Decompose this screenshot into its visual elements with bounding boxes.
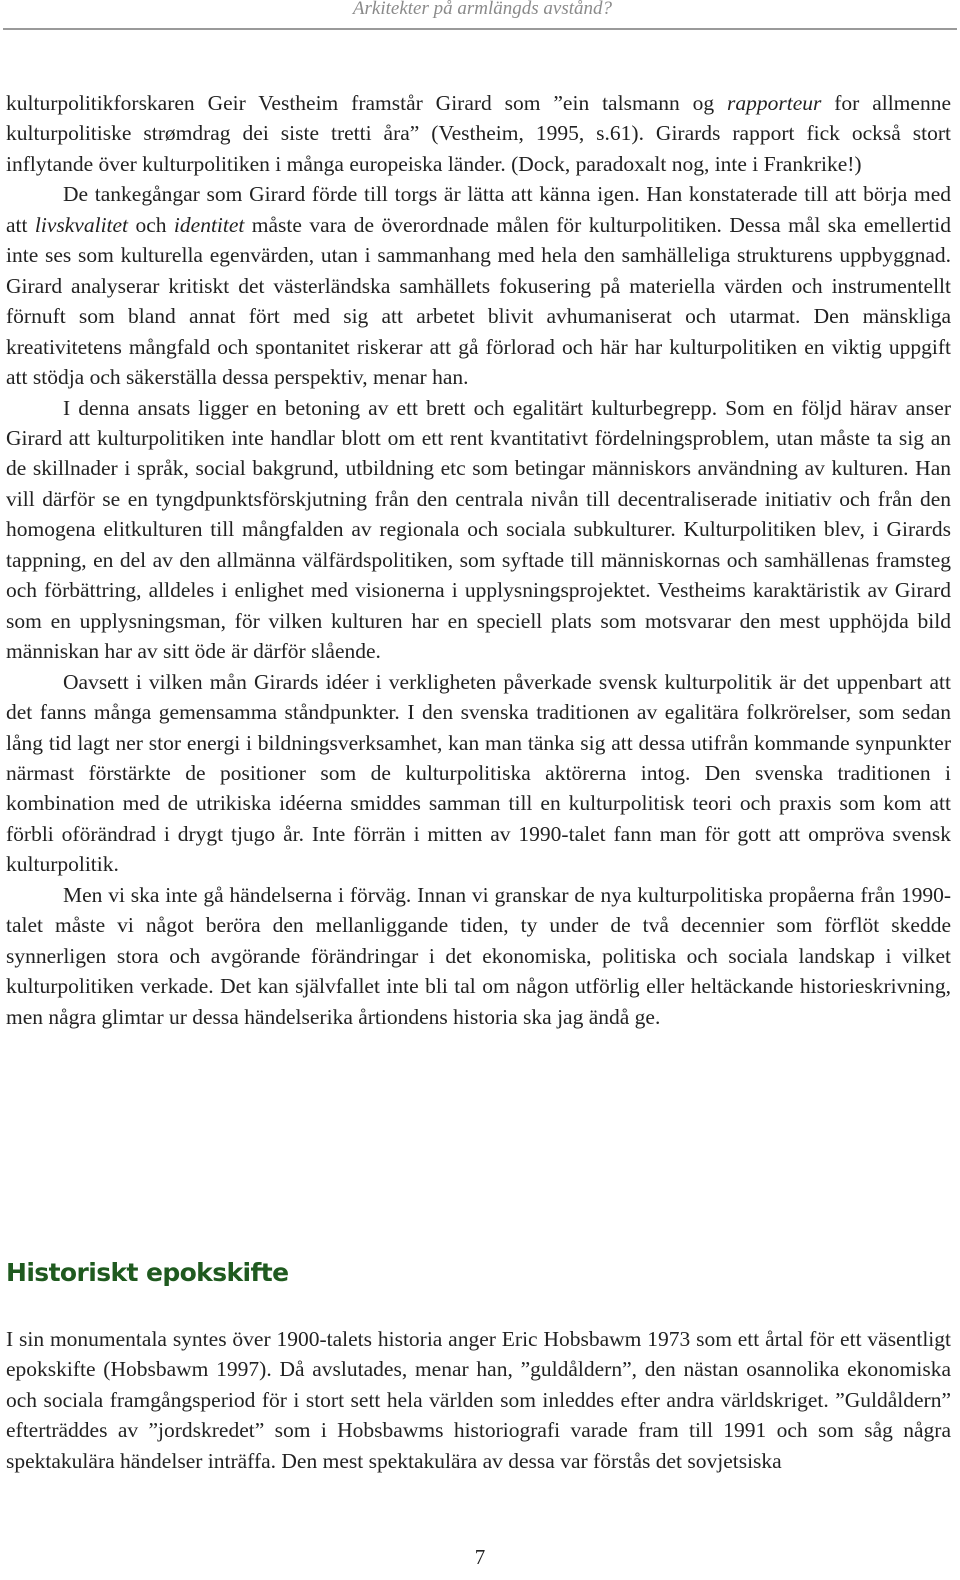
italic-term: livskvalitet xyxy=(34,212,129,237)
italic-term: identitet xyxy=(173,212,245,237)
section-body xyxy=(6,88,951,1032)
paragraph xyxy=(6,88,951,179)
paragraph: I sin monumentala syntes över 1900-talets historia anger Eric Hobsbawm 1973 som ett årtal för ett väsentligt epokskifte (Hobsbawm 1997). Då avslutades, menar han, ”guldåldern”, den nästan osannolika ekonomiska och sociala framgångsperiod för i stort sett hela världen som inleddes efter andra världskriget. ”Guldåldern” efterträddes av ”jordskredet” som i Hobsbawms historiografi varade fram till 1991 och som såg några spektakulära händelser inträffa. Den mest spektakulära av dessa var förstås det sovjetsiska xyxy=(6,1327,951,1473)
italic-term: rapporteur xyxy=(726,91,822,115)
paragraph-text: for allmenne kulturpolitiske strømdrag dei siste tretti åra” (Vestheim, 1995, s.61). Girards rapport fick också stort inflytande över kulturpolitiken i många europeiska länder. (Dock, paradoxalt nog, inte i Frankrike!) xyxy=(6,91,951,176)
paragraph: Oavsett i vilken mån Girards idéer i verkligheten påverkade svensk kulturpolitik är det uppenbart att det fanns många gemensamma ståndpunkter. I den svenska traditionen av egalitära folkrörelser, som sedan lång tid lagt ner stor energi i bildningsverksamhet, kan man tänka sig att dessa utifrån kommande synpunkter närmast förstärkte de positioner som de kulturpolitiska aktörerna intog. Den svenska traditionen i kombination med de utrikiska idéerna smiddes samman till en kulturpolitisk teori och praxis som kom att förbli oförändrad i drygt tjugo år. Inte förrän i mitten av 1990-talet fann man för gott att ompröva svensk kulturpolitik. xyxy=(6,669,951,877)
section-body xyxy=(6,1324,951,1476)
paragraph: I denna ansats ligger en betoning av ett brett och egalitärt kulturbegrepp. Som en följd härav anser Girard att kulturpolitiken inte handlar blott om ett rent kvantitativt fördelningsproblem, utan måste ta sig an de skillnader i språk, social bakgrund, utbildning etc som betingar människors användning av kulturen. Han vill därför se en tyngdpunktsförskjutning från den centrala nivån till decentraliserade initiativ och från den homogena elitkulturen till mångfalden av regionala och sociala subkulturer. Kulturpolitiken blev, i Girards tappning, en del av den allmänna välfärdspolitiken, som syftade till människornas och samhällenas framsteg och förbättring, alldeles i enlighet med visionerna i upplysningsprojektet. Vestheims karaktäristik av Girard som en upplysningsman, för vilken kulturen har en speciell plats som motsvarar den mest upphöjda bild människan har av sitt öde är därför slående. xyxy=(6,395,951,664)
header-title: Arkitekter på armlängds avstånd? xyxy=(352,0,612,19)
paragraph: Men vi ska inte gå händelserna i förväg. Innan vi granskar de nya kulturpolitiska propåerna från 1990-talet måste vi något beröra den mellanliggande tiden, ty under de två decennier som förflöt skedde synnerligen stora och avgörande förändringar i det ekonomiska, politiska och sociala landskap i vilket kulturpolitiken verkade. Det kan självfallet inte bli tal om någon utförlig eller heltäckande historieskrivning, men några glimtar ur dessa händelserika årtiondens historia ska jag ändå ge. xyxy=(6,882,951,1029)
paragraph xyxy=(6,179,951,392)
page-number: 7 xyxy=(474,1545,486,1569)
paragraph-text: måste vara de överordnade målen för kulturpolitiken. Dessa mål ska emellertid inte ses som kulturella egenvärden, utan i sammanhang med hela den samhälleliga strukturens uppbyggnad. Girard analyserar kritiskt det västerländska samhällets fokusering på materiella värden och instrumentellt förnuft som bland annat fört med sig att arbetet blivit avhumaniserat och utarmat. Den mänskliga kreativitetens mångfald och spontanitet riskerar att gå förlorad och här har kulturpolitiken en viktig uppgift att stödja och säkerställa dessa perspektiv, menar han. xyxy=(6,212,951,390)
section-heading: Historiskt epokskifte xyxy=(6,1258,289,1287)
paragraph-text: och xyxy=(128,212,174,237)
running-header xyxy=(0,0,960,28)
paragraph-text: De tankegångar som Girard förde till torgs är lätta att känna igen. Han konstaterade till att börja med att xyxy=(6,182,951,237)
header-rule xyxy=(3,28,957,30)
paragraph-text: kulturpolitikforskaren Geir Vestheim framstår Girard som ”ein talsmann og xyxy=(6,91,727,115)
